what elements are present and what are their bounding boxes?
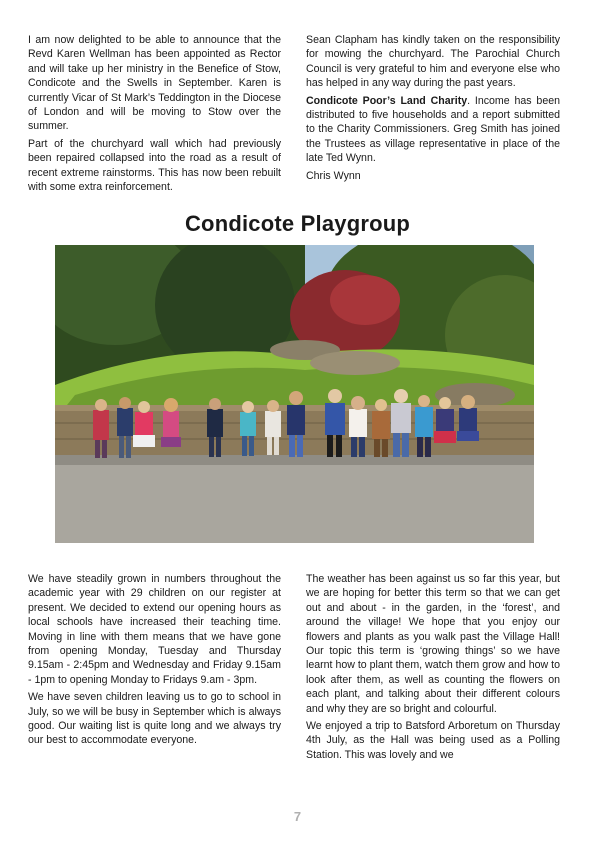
article-column-bottom-right: [306, 572, 560, 765]
paragraph-children-leaving: We have seven children leaving us to go to school in July, so we will be busy in September which is always good. Our waiting list is quite long and we always try our best to accommodate everyone.: [28, 691, 281, 747]
signature: Chris Wynn: [306, 169, 361, 182]
charity-text: . Income has been distributed to five households and a report submitted to the Charity Commissioners. Greg Smith has joined the Trustees as village representative in place of the late Ted Wynn.: [306, 94, 560, 165]
paragraph-mowing: Sean Clapham has kindly taken on the responsibility for mowing the churchyard. The Parochial Church Council is very grateful to him and everyone else who has helped in any way during the past years.: [306, 34, 560, 90]
section-heading: Condicote Playgroup: [184, 211, 411, 236]
article-column-bottom-left: [28, 572, 281, 751]
paragraph-weather-topic: The weather has been against us so far this year, but we are hoping for better this term so that we can get out and about - in the garden, in the ‘forest’, and around the village! We hope that you enjoy our flowers and plants as you walk past the Village Hall! Our topic this term is ‘growing things’ so we have learnt how to plant them, watch them grow and how to look after them, as well as counting the flowers on each plant, and talking about their different colours and why they are so bright and colourful.: [306, 573, 560, 715]
paragraph-rector-announcement: I am now delighted to be able to announce that the Revd Karen Wellman has been appointed as Rector and will take up her ministry in the Benefice of Stow, Condicote and the Swells in September. Karen is currently Vicar of St Mark’s Teddington in the Diocese of London and will be moving to Stow over the summer.: [28, 34, 281, 133]
page-number: 7: [293, 809, 302, 824]
paragraph-numbers-hours: We have steadily grown in numbers throughout the academic year with 29 children on our register at present. We decided to extend our opening hours as local schools have increased their teaching time. Moving in line with them means that we have gone from opening Monday, Tuesday and Thursday 9.15am - 2:45pm and Wednesday and Friday 9.15am - 1pm to opening Monday to Fridays 9.am - 3pm.: [28, 573, 281, 686]
charity-title: Condicote Poor’s Land Charity: [306, 94, 468, 107]
paragraph-poors-land-charity: [306, 94, 560, 166]
article-column-top-right: [306, 33, 560, 186]
paragraph-batsford-trip: We enjoyed a trip to Batsford Arboretum on Thursday 4th July, as the Hall was being used as a Polling Station. This was lovely and we: [306, 720, 560, 761]
playgroup-photo: [55, 245, 534, 543]
article-column-top-left: [28, 33, 281, 197]
paragraph-churchyard-wall: Part of the churchyard wall which had previously been repaired collapsed into the road as a result of recent extreme rainstorms. This has now been rebuilt with some extra reinforcement.: [28, 137, 281, 194]
